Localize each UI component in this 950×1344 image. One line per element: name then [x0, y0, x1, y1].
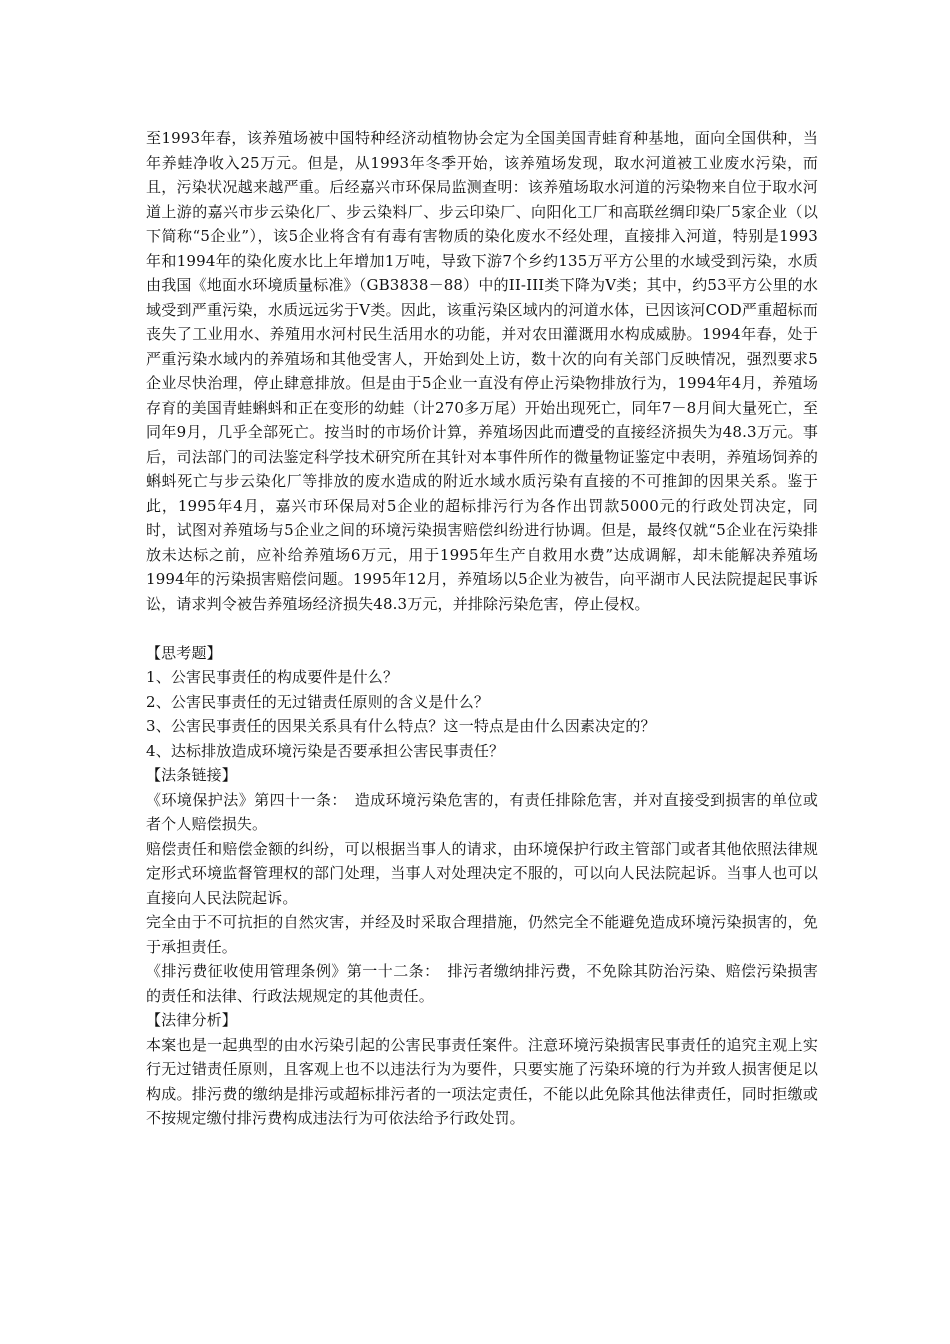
analysis-heading: 【法律分析】: [146, 1011, 237, 1029]
question-item-2: 2、公害民事责任的无过错责任原则的含义是什么？: [146, 692, 489, 711]
questions-section: [146, 641, 818, 764]
law-links-section: [146, 763, 818, 1008]
law-article-environment-41: 《环境保护法》第四十一条： 造成环境污染危害的，有责任排除危害，并对直接受到损害的单位或者个人赔偿损失。: [146, 790, 818, 833]
question-item-1: 1、公害民事责任的构成要件是什么？: [146, 668, 399, 686]
law-article-paragraph-2: 赔偿责任和赔偿金额的纠纷，可以根据当事人的请求，由环境保护行政主管部门或者其他依照法律规定形式环境监督管理权的部门处理，当事人对处理决定不服的，可以向人民法院起诉。当事人也可以直接向人民法院起诉。: [146, 839, 818, 907]
document-page: [146, 126, 818, 1131]
law-article-sewage-fee-12: 《排污费征收使用管理条例》第一十二条： 排污者缴纳排污费，不免除其防治污染、赔偿污染损害的责任和法律、行政法规规定的其他责任。: [146, 962, 818, 1005]
question-item-3: 3、公害民事责任的因果关系具有什么特点？这一特点是由什么因素决定的？: [146, 717, 656, 735]
law-article-paragraph-3: 完全由于不可抗拒的自然灾害，并经及时采取合理措施，仍然完全不能避免造成环境污染损害的，免于承担责任。: [146, 913, 818, 956]
question-item-4: 4、达标排放造成环境污染是否要承担公害民事责任？: [146, 741, 505, 760]
blank-line: [146, 616, 818, 641]
law-links-heading: 【法条链接】: [146, 766, 237, 784]
analysis-text: 本案也是一起典型的由水污染引起的公害民事责任案件。注意环境污染损害民事责任的追究主观上实行无过错责任原则，且客观上也不以违法行为为要件，只要实施了污染环境的行为并致人损害便足以构成。排污费的缴纳是排污或超标排污者的一项法定责任，不能以此免除其他法律责任，同时拒缴或不按规定缴付排污费构成违法行为可依法给予行政处罚。: [146, 1035, 818, 1127]
analysis-section: [146, 1008, 818, 1131]
case-paragraph: 至1993年春，该养殖场被中国特种经济动植物协会定为全国美国青蛙育种基地，面向全国供种，当年养蛙净收入25万元。但是，从1993年冬季开始，该养殖场发现，取水河道被工业废水污染，而且，污染状况越来越严重。后经嘉兴市环保局监测查明：该养殖场取水河道的污染物来自位于取水河道上游的嘉兴市步云染化厂、步云染料厂、步云印染厂、向阳化工厂和高联丝绸印染厂5家企业（以下简称“5企业”），该5企业将含有有毒有害物质的染化废水不经处理，直接排入河道，特别是1993年和1994年的染化废水比上年增加1万吨，导致下游7个乡约135万平方公里的水域受到污染，水质由我国《地面水环境质量标准》（GB3838－88）中的II-III类下降为V类；其中，约53平方公里的水域受到严重污染，水质远远劣于V类。因此，该重污染区域内的河道水体，已因该河COD严重超标而丧失了工业用水、养殖用水河村民生活用水的功能，并对农田灌溉用水构成威胁。1994年春，处于严重污染水域内的养殖场和其他受害人，开始到处上访，数十次的向有关部门反映情况，强烈要求5企业尽快治理，停止肆意排放。但是由于5企业一直没有停止污染物排放行为，1994年4月，养殖场存育的美国青蛙蝌蚪和正在变形的幼蛙（计270多万尾）开始出现死亡，同年7－8月间大量死亡，至同年9月，几乎全部死亡。按当时的市场价计算，养殖场因此而遭受的直接经济损失为48.3万元。事后，司法部门的司法鉴定科学技术研究所在其针对本事件所作的微量物证鉴定中表明，养殖场饲养的蝌蚪死亡与步云染化厂等排放的废水造成的附近水域水质污染有直接的不可推卸的因果关系。鉴于此，1995年4月，嘉兴市环保局对5企业的超标排污行为各作出罚款5000元的行政处罚决定，同时，试图对养殖场与5企业之间的环境污染损害赔偿纠纷进行协调。但是，最终仅就“5企业在污染排放未达标之前，应补给养殖场6万元，用于1995年生产自救用水费”达成调解，却未能解决养殖场1994年的污染损害赔偿问题。1995年12月，养殖场以5企业为被告，向平湖市人民法院提起民事诉讼，请求判令被告养殖场经济损失48.3万元，并排除污染危害，停止侵权。: [146, 129, 818, 613]
questions-heading: 【思考题】: [146, 643, 222, 662]
